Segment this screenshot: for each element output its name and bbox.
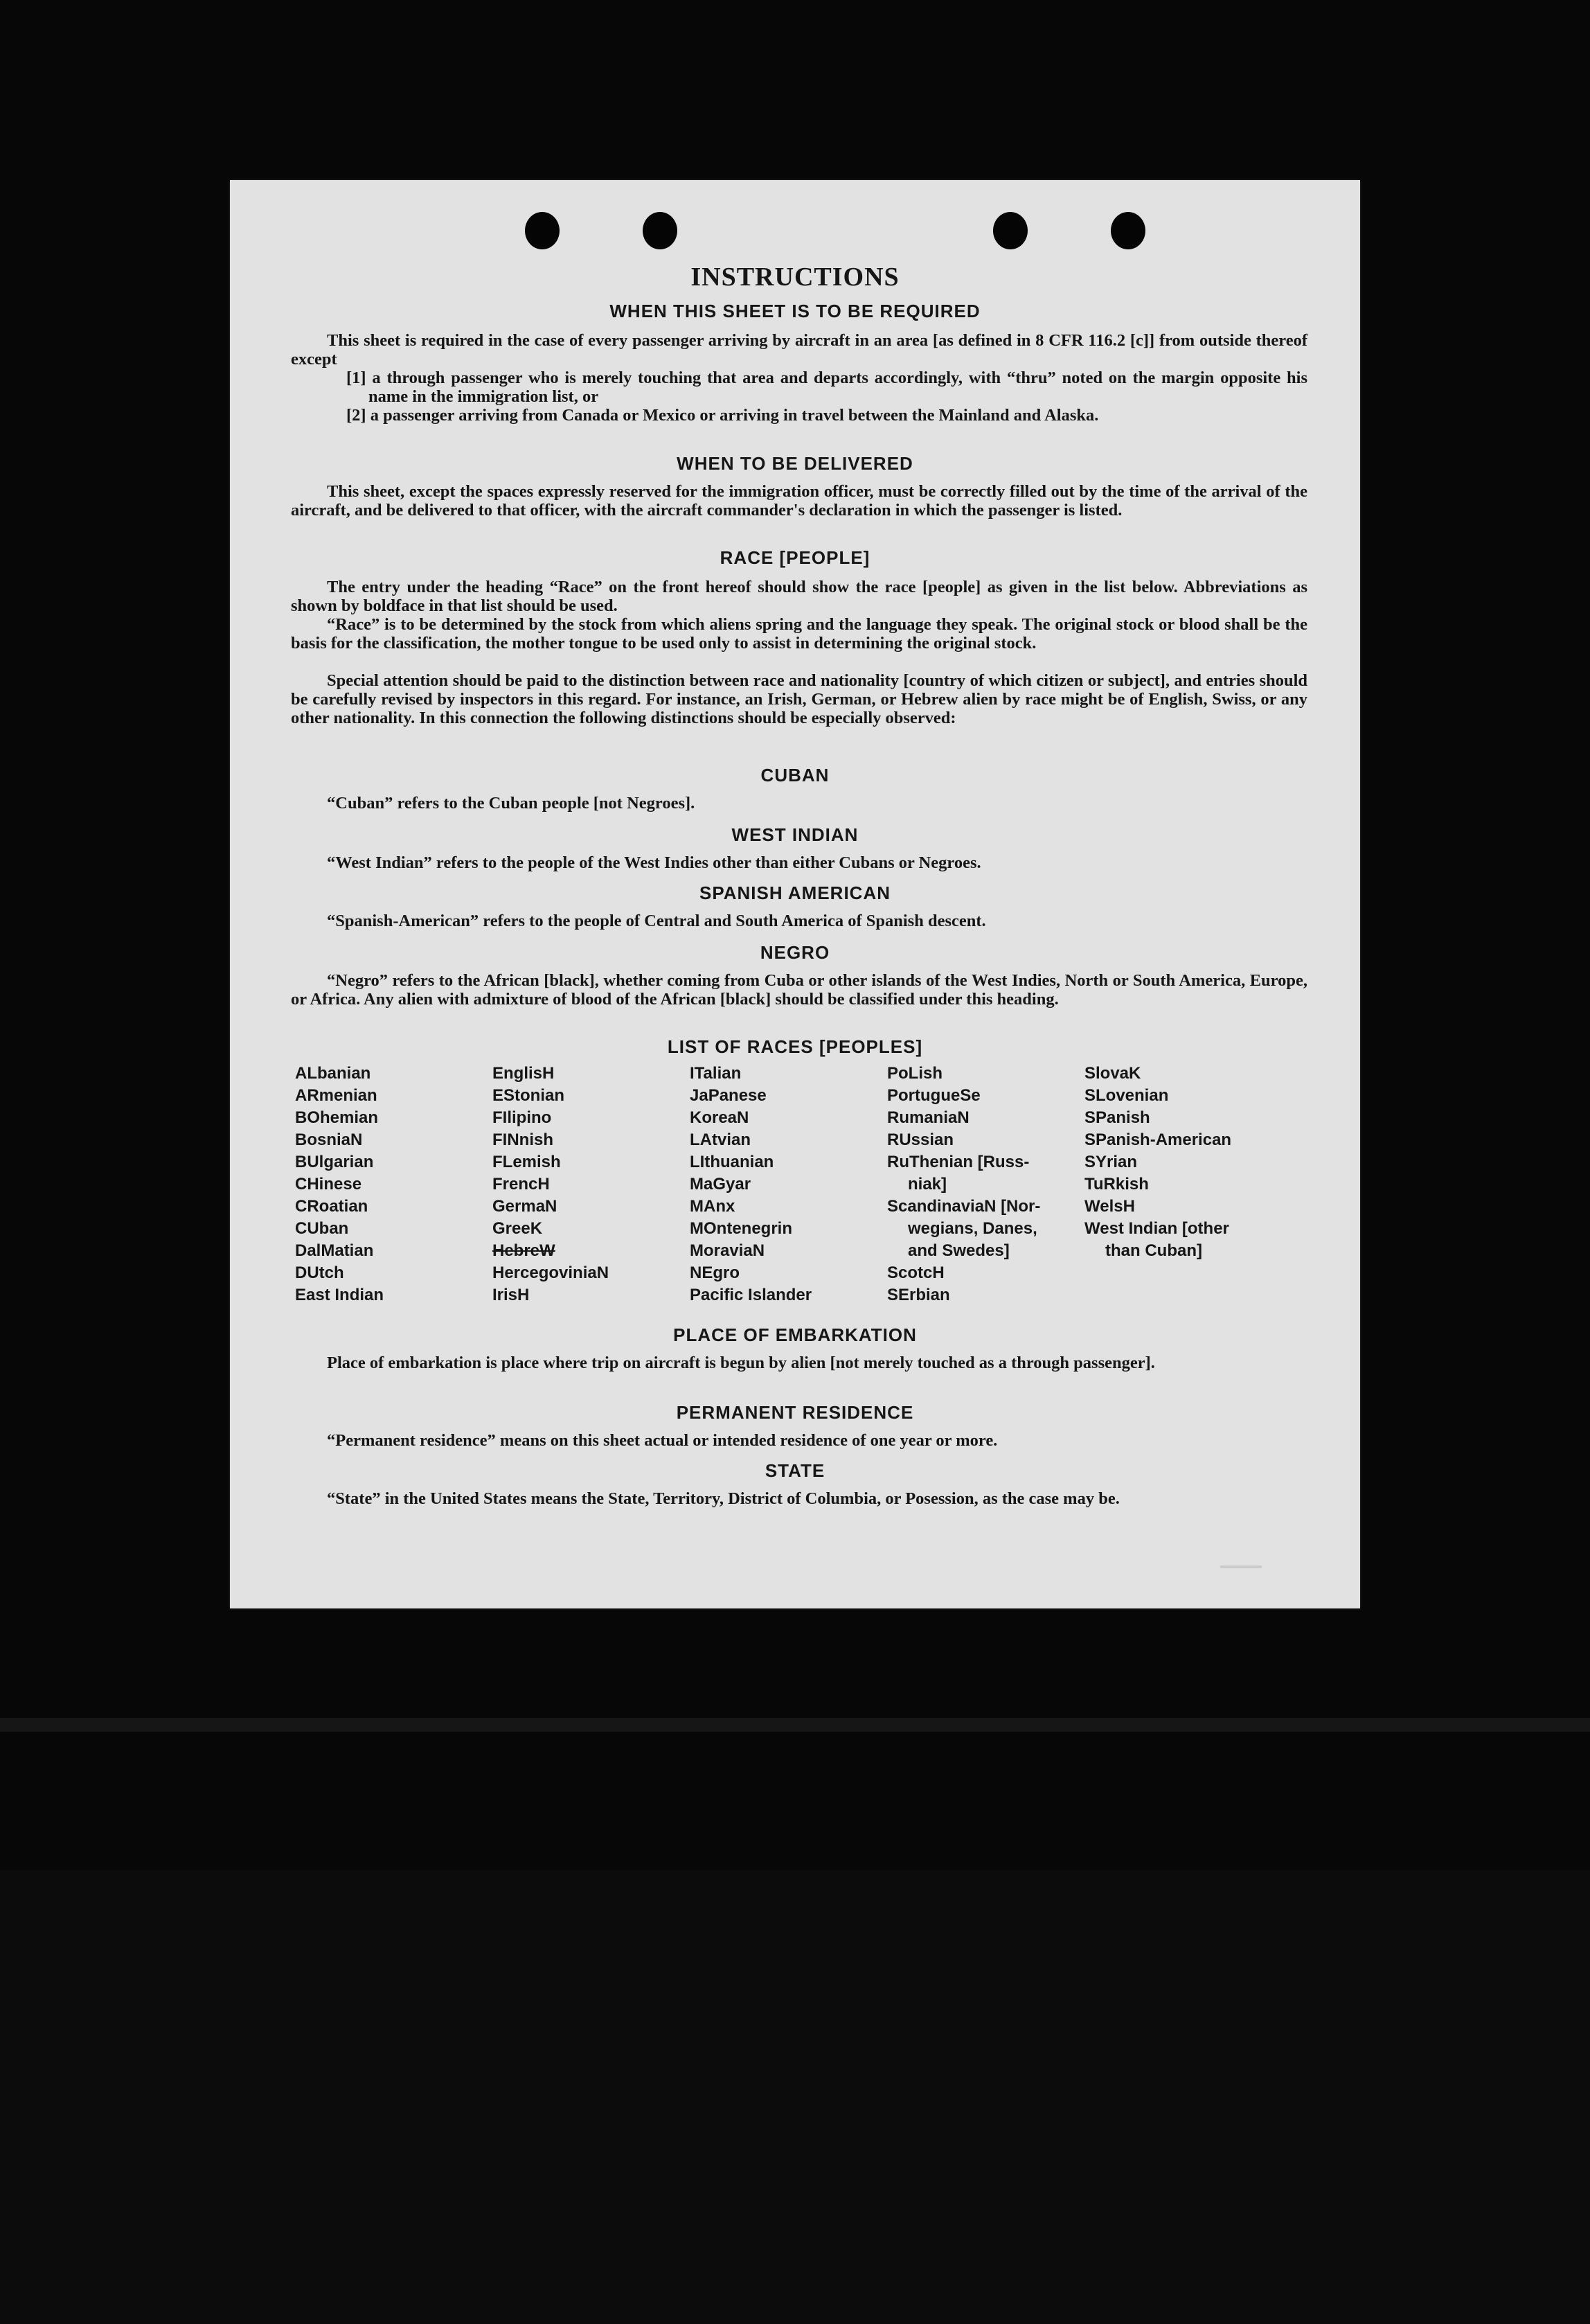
races-column-1 bbox=[295, 1063, 492, 1306]
race-item: BosniaN bbox=[295, 1130, 363, 1149]
race-item: ScandinaviaN [Nor- bbox=[887, 1197, 1041, 1216]
punch-hole bbox=[643, 212, 677, 249]
race-item: GermaN bbox=[492, 1197, 557, 1216]
race-item: West Indian [other bbox=[1084, 1219, 1229, 1238]
race-item: PoLish bbox=[887, 1064, 943, 1083]
punch-hole bbox=[993, 212, 1028, 249]
races-column-5 bbox=[1084, 1063, 1282, 1306]
permanent-residence-text: “Permanent residence” means on this sheet actual or intended residence of one year or more. bbox=[327, 1431, 998, 1450]
race-item: MaGyar bbox=[690, 1175, 751, 1194]
section-heading-cuban: CUBAN bbox=[760, 765, 830, 786]
when-required-item-2: [2] a passenger arriving from Canada or Mexico or arriving in travel between the Mainland and Alaska. bbox=[346, 406, 1099, 425]
race-item: ITalian bbox=[690, 1064, 742, 1083]
race-item: IrisH bbox=[492, 1286, 530, 1304]
race-item: FIlipino bbox=[492, 1108, 552, 1127]
section-heading-permanent-residence: PERMANENT RESIDENCE bbox=[676, 1402, 914, 1423]
race-item: CHinese bbox=[295, 1175, 362, 1194]
races-column-2 bbox=[492, 1063, 690, 1306]
punch-hole bbox=[525, 212, 560, 249]
race-item: Pacific Islander bbox=[690, 1286, 812, 1304]
race-item: CUban bbox=[295, 1219, 349, 1238]
bleed-through-mark bbox=[1220, 1565, 1262, 1568]
when-required-item-1: [1] a through passenger who is merely touching that area and departs accordingly, with “thru” noted on the margin opposite his name in the immigration list, or bbox=[346, 369, 1307, 406]
cuban-text: “Cuban” refers to the Cuban people [not Negroes]. bbox=[327, 794, 695, 813]
place-of-embarkation-text: Place of embarkation is place where trip on aircraft is begun by alien [not merely touched as a through passenger]. bbox=[327, 1354, 1155, 1372]
section-heading-race: RACE [PEOPLE] bbox=[720, 547, 870, 568]
section-heading-spanish-american: SPANISH AMERICAN bbox=[699, 882, 891, 903]
section-heading-list-of-races: LIST OF RACES [PEOPLES] bbox=[667, 1036, 923, 1057]
race-item: MOntenegrin bbox=[690, 1219, 792, 1238]
race-paragraph-3: Special attention should be paid to the distinction between race and nationality [country of which citizen or subject], and entries should be carefully revised by inspectors in this regard. For instance, an Irish, German, or Hebrew alien by race might be of English, Swiss, or any other nationality. In this connection the following distinctions should be especially observed: bbox=[291, 671, 1307, 727]
race-item: SPanish bbox=[1084, 1108, 1150, 1127]
list-of-races bbox=[295, 1063, 1306, 1306]
section-heading-when-delivered: WHEN TO BE DELIVERED bbox=[677, 453, 913, 474]
race-item: RumaniaN bbox=[887, 1108, 970, 1127]
race-item: FrencH bbox=[492, 1175, 550, 1194]
page-title: INSTRUCTIONS bbox=[690, 263, 900, 292]
race-paragraph-1: The entry under the heading “Race” on the front hereof should show the race [people] as given in the list below. Abbreviations as shown by boldface in that list should be used. bbox=[291, 578, 1307, 615]
race-item: SlovaK bbox=[1084, 1064, 1141, 1083]
section-heading-when-required: WHEN THIS SHEET IS TO BE REQUIRED bbox=[609, 301, 981, 321]
race-item: GreeK bbox=[492, 1219, 543, 1238]
state-text: “State” in the United States means the State, Territory, District of Columbia, or Posession, as the case may be. bbox=[327, 1489, 1120, 1508]
race-item: CRoatian bbox=[295, 1197, 368, 1216]
race-item: RuThenian [Russ- bbox=[887, 1153, 1030, 1171]
race-item: HebreW bbox=[492, 1241, 555, 1260]
race-item: SLovenian bbox=[1084, 1086, 1169, 1105]
race-item: DalMatian bbox=[295, 1241, 374, 1260]
when-required-text: This sheet is required in the case of every passenger arriving by aircraft in an area [as defined in 8 CFR 116.2 [c]] from outside thereof except bbox=[291, 331, 1307, 369]
race-item: BOhemian bbox=[295, 1108, 379, 1127]
race-item: SPanish-American bbox=[1084, 1130, 1232, 1149]
race-item-continuation: wegians, Danes, bbox=[908, 1219, 1037, 1238]
race-item: NEgro bbox=[690, 1263, 740, 1282]
document-page bbox=[230, 180, 1360, 1608]
race-item: RUssian bbox=[887, 1130, 954, 1149]
race-item: EnglisH bbox=[492, 1064, 555, 1083]
race-item: HercegoviniaN bbox=[492, 1263, 609, 1282]
punch-hole bbox=[1111, 212, 1145, 249]
race-item: FINnish bbox=[492, 1130, 553, 1149]
race-item: BUlgarian bbox=[295, 1153, 374, 1171]
race-item: KoreaN bbox=[690, 1108, 749, 1127]
race-item: SYrian bbox=[1084, 1153, 1138, 1171]
race-item: DUtch bbox=[295, 1263, 344, 1282]
race-item-continuation: and Swedes] bbox=[908, 1241, 1010, 1260]
race-item: ARmenian bbox=[295, 1086, 377, 1105]
negro-text: “Negro” refers to the African [black], whether coming from Cuba or other islands of the West Indies, North or South America, Europe, or Africa. Any alien with admixture of blood of the African [black] should be classified under this heading. bbox=[291, 971, 1307, 1009]
races-column-4 bbox=[887, 1063, 1084, 1306]
race-paragraph-2: “Race” is to be determined by the stock from which aliens spring and the language they speak. The original stock or blood shall be the basis for the classification, the mother tongue to be used only to assist in determining the original stock. bbox=[291, 615, 1307, 653]
spanish-american-text: “Spanish-American” refers to the people of Central and South America of Spanish descent. bbox=[327, 912, 986, 930]
scan-band bbox=[0, 1870, 1590, 2324]
west-indian-text: “West Indian” refers to the people of the West Indies other than either Cubans or Negroes. bbox=[327, 853, 981, 872]
section-heading-state: STATE bbox=[765, 1460, 825, 1481]
when-delivered-text: This sheet, except the spaces expressly reserved for the immigration officer, must be correctly filled out by the time of the arrival of the aircraft, and be delivered to that officer, with the aircraft commander's declaration in which the passenger is listed. bbox=[291, 482, 1307, 520]
race-item: East Indian bbox=[295, 1286, 384, 1304]
race-item: SErbian bbox=[887, 1286, 950, 1304]
race-item-continuation: niak] bbox=[908, 1175, 947, 1194]
race-item: MAnx bbox=[690, 1197, 735, 1216]
section-heading-west-indian: WEST INDIAN bbox=[731, 824, 859, 845]
scan-band bbox=[0, 1718, 1590, 1732]
race-item: MoraviaN bbox=[690, 1241, 765, 1260]
race-item: LAtvian bbox=[690, 1130, 751, 1149]
section-heading-negro: NEGRO bbox=[760, 942, 830, 963]
race-item: ScotcH bbox=[887, 1263, 945, 1282]
section-heading-place-of-embarkation: PLACE OF EMBARKATION bbox=[673, 1324, 917, 1345]
race-item: EStonian bbox=[492, 1086, 565, 1105]
race-item: WelsH bbox=[1084, 1197, 1135, 1216]
race-item: LIthuanian bbox=[690, 1153, 774, 1171]
race-item: JaPanese bbox=[690, 1086, 767, 1105]
race-item: FLemish bbox=[492, 1153, 561, 1171]
race-item: TuRkish bbox=[1084, 1175, 1149, 1194]
races-column-3 bbox=[690, 1063, 887, 1306]
race-item: PortugueSe bbox=[887, 1086, 981, 1105]
race-item-continuation: than Cuban] bbox=[1105, 1241, 1202, 1260]
race-item: ALbanian bbox=[295, 1064, 371, 1083]
